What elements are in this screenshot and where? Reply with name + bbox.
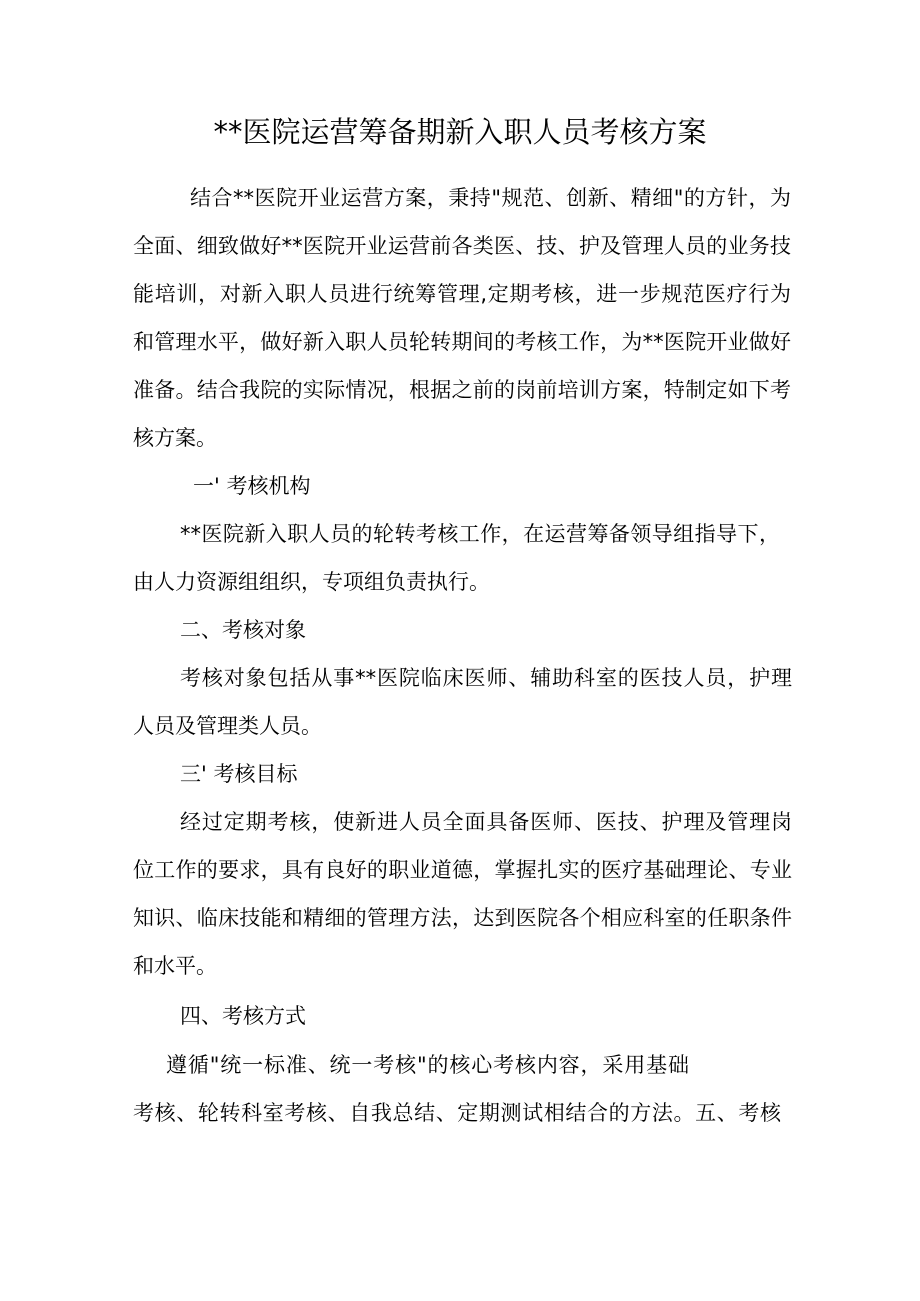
section-1-heading: 一' 考核机构: [193, 474, 311, 498]
section-4-heading: 四、考核方式: [180, 1004, 306, 1028]
intro-line-5: 准备。结合我院的实际情况，根据之前的岗前培训方案，特制定如下考: [133, 378, 791, 402]
section-3-line-4: 和水平。: [133, 954, 217, 978]
intro-line-2: 全面、细致做好**医院开业运营前各类医、技、护及管理人员的业务技: [133, 234, 791, 258]
document-title: **医院运营筹备期新入职人员考核方案: [213, 115, 707, 149]
section-3-line-3: 知识、临床技能和精细的管理方法，达到医院各个相应科室的任职条件: [133, 906, 792, 930]
section-3-line-2: 位工作的要求，具有良好的职业道德，掌握扎实的医疗基础理论、专业: [133, 858, 792, 882]
section-1-line-1: **医院新入职人员的轮转考核工作，在运营筹备领导组指导下，: [180, 522, 780, 546]
section-2-line-1: 考核对象包括从事**医院临床医师、辅助科室的医技人员，护理: [180, 666, 792, 690]
section-2-line-2: 人员及管理类人员。: [133, 714, 322, 738]
section-4-line-2: 考核、轮转科室考核、自我总结、定期测试相结合的方法。五、考核: [133, 1101, 781, 1125]
section-3-line-1: 经过定期考核，使新进人员全面具备医师、医技、护理及管理岗: [180, 810, 792, 834]
intro-line-6: 核方案。: [133, 426, 217, 450]
intro-line-3: 能培训，对新入职人员进行统筹管理,定期考核，进一步规范医疗行为: [133, 282, 791, 306]
intro-line-4: 和管理水平，做好新入职人员轮转期间的考核工作，为**医院开业做好: [133, 330, 791, 354]
section-2-heading: 二、考核对象: [180, 618, 306, 642]
section-4-line-1: 遵循"统一标准、统一考核"的核心考核内容，采用基础: [166, 1053, 689, 1077]
section-1-line-2: 由人力资源组组织，专项组负责执行。: [133, 570, 490, 594]
intro-line-1: 结合**医院开业运营方案，秉持"规范、创新、精细"的方针，为: [190, 186, 791, 210]
section-3-heading: 三' 考核目标: [180, 762, 298, 786]
